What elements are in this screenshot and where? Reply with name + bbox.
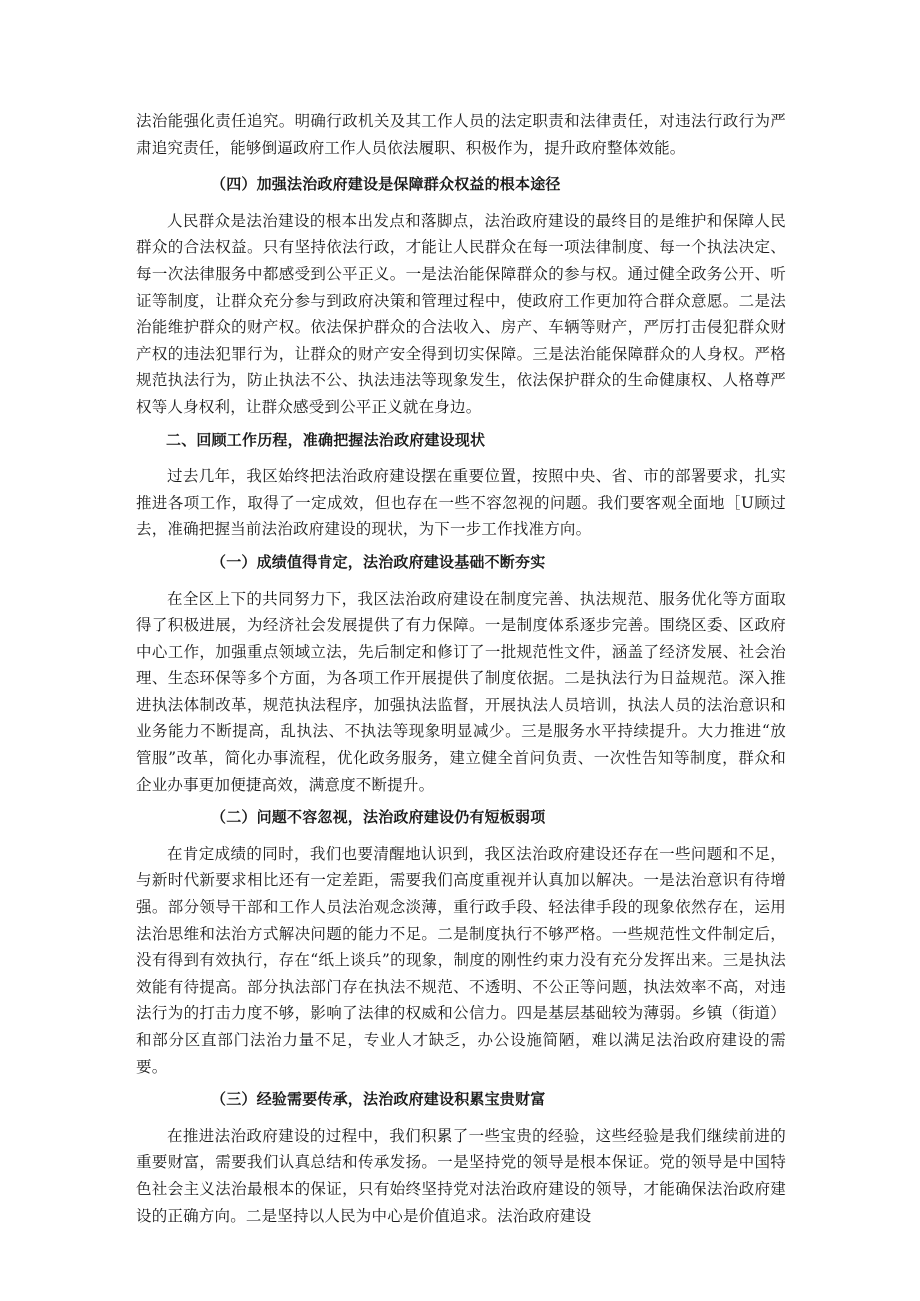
section-heading: 二、回顾工作历程，准确把握法治政府建设现状 <box>166 430 486 449</box>
document-page <box>136 108 786 1235</box>
paragraph: 法治能强化责任追究。明确行政机关及其工作人员的法定职责和法律责任，对违法行政行为严肃追究责任，能够倒逼政府工作人员依法履职、积极作为，提升政府整体效能。 <box>136 112 786 157</box>
section-subheading: （四）加强法治政府建设是保障群众权益的根本途径 <box>211 175 561 194</box>
section-subheading: （一）成绩值得肯定，法治政府建设基础不断夯实 <box>211 552 546 571</box>
section-subheading: （二）问题不容忽视，法治政府建设仍有短板弱项 <box>211 808 546 827</box>
section-subheading: （三）经验需要传承，法治政府建设积累宝贵财富 <box>211 1090 546 1109</box>
paragraph: 在推进法治政府建设的过程中，我们积累了一些宝贵的经验，这些经验是我们继续前进的重要财富，需要我们认真总结和传承发扬。一是坚持党的领导是根本保证。党的领导是中国特色社会主义法治最根本的保证，只有始终坚持党对法治政府建设的领导，才能确保法治政府建设的正确方向。二是坚持以人民为中心是价值追求。法治政府建设 <box>136 1126 786 1225</box>
paragraph: 过去几年，我区始终把法治政府建设摆在重要位置，按照中央、省、市的部署要求，扎实推进各项工作，取得了一定成效，但也存在一些不容忽视的问题。我们要客观全面地［U顾过去，准确把握当前法治政府建设的现状，为下一步工作找准方向。 <box>136 467 786 539</box>
paragraph: 在肯定成绩的同时，我们也要清醒地认识到，我区法治政府建设还存在一些问题和不足，与新时代新要求相比还有一定差距，需要我们高度重视并认真加以解决。一是法治意识有待增强。部分领导干部和工作人员法治观念淡薄，重行政手段、轻法律手段的现象依然存在，运用法治思维和法治方式解决问题的能力不足。二是制度执行不够严格。一些规范性文件制定后，没有得到有效执行，存在“纸上谈兵”的现象，制度的刚性约束力没有充分发挥出来。三是执法效能有待提高。部分执法部门存在执法不规范、不透明、不公正等问题，执法效率不高，对违法行为的打击力度不够，影响了法律的权威和公信力。四是基层基础较为薄弱。乡镇（街道）和部分区直部门法治力量不足，专业人才缺乏，办公设施简陋，难以满足法治政府建设的需要。 <box>136 844 786 1076</box>
paragraph: 人民群众是法治建设的根本出发点和落脚点，法治政府建设的最终目的是维护和保障人民群众的合法权益。只有坚持依法行政，才能让人民群众在每一项法律制度、每一个执法决定、每一次法律服务中都感受到公平正义。一是法治能保障群众的参与权。通过健全政务公开、听证等制度，让群众充分参与到政府决策和管理过程中，使政府工作更加符合群众意愿。二是法治能维护群众的财产权。依法保护群众的合法收入、房产、车辆等财产，严厉打击侵犯群众财产权的违法犯罪行为，让群众的财产安全得到切实保障。三是法治能保障群众的人身权。严格规范执法行为，防止执法不公、执法违法等现象发生，依法保护群众的生命健康权、人格尊严权等人身权利，让群众感受到公平正义就在身边。 <box>136 211 786 416</box>
paragraph: 在全区上下的共同努力下，我区法治政府建设在制度完善、执法规范、服务优化等方面取得了积极进展，为经济社会发展提供了有力保障。一是制度体系逐步完善。围绕区委、区政府中心工作，加强重点领域立法，先后制定和修订了一批规范性文件，涵盖了经济发展、社会治理、生态环保等多个方面，为各项工作开展提供了制度依据。二是执法行为日益规范。深入推进执法体制改革，规范执法程序，加强执法监督，开展执法人员培训，执法人员的法治意识和业务能力不断提高，乱执法、不执法等现象明显减少。三是服务水平持续提升。大力推进“放管服”改革，简化办事流程，优化政务服务，建立健全首问负责、一次性告知等制度，群众和企业办事更加便捷高效，满意度不断提升。 <box>136 589 786 794</box>
